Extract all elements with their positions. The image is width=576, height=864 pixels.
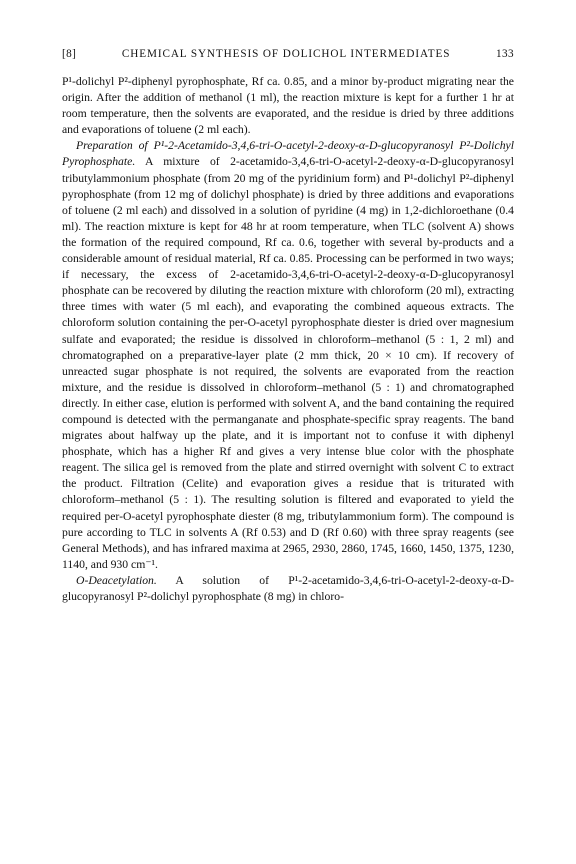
paragraph-continuation: P¹-dolichyl P²-diphenyl pyrophosphate, Rf ca. 0.85, and a minor by-product migrating near the origin. After the addition of methanol (1 ml), the reaction mixture is kept for a further 1 hr at room temperature, then the solvents are evaporated, and the residue is dried by three additions and evaporations of toluene (2 ml each). (62, 75, 514, 137)
body-text (62, 74, 514, 605)
preparation-heading: Preparation of P¹-2-Acetamido-3,4,6-tri-O-acetyl-2-deoxy-α-D-glucopyranosyl P²-Dolichyl Pyrophosphate. (62, 139, 514, 169)
section-number: [8] (62, 48, 77, 60)
running-header (62, 48, 514, 60)
paragraph-deacetylation (62, 573, 514, 605)
chapter-title: CHEMICAL SYNTHESIS OF DOLICHOL INTERMEDIATES (121, 48, 451, 60)
preparation-text: A mixture of 2-acetamido-3,4,6-tri-O-acetyl-2-deoxy-α-D-glucopyranosyl tributylammonium phosphate (from 20 mg of the pyridinium form) and P¹-dolichyl P²-diphenyl pyrophosphate (from 12 mg of dolichyl phosphate) is dried by three additions and evaporations of toluene (2 ml each) and dissolved in a solution of pyridine (4 mg) in 1,2-dichloroethane (0.4 ml). The reaction mixture is kept for 48 hr at room temperature, when TLC (solvent A) shows the formation of the required compound, Rf ca. 0.6, together with several by-products and a considerable amount of residual material, Rf ca. 0.85. Processing can be performed in two ways; if necessary, the excess of 2-acetamido-3,4,6-tri-O-acetyl-2-deoxy-α-D-glucopyranosyl phosphate can be recovered by diluting the reaction mixture with chloroform (20 ml), extracting three times with water (5 ml each), and evaporating the combined aqueous extracts. The chloroform solution containing the per-O-acetyl pyrophosphate diester is dried over magnesium sulfate and evaporated; the residue is dissolved in chloroform–methanol (5 : 1, 2 ml) and chromatographed on a preparative-layer plate (2 mm thick, 20 × 10 cm). If recovery of unreacted sugar phosphate is not required, the solvents are evaporated from the reaction mixture, and the residue is dissolved in chloroform–methanol (5 : 1) and chromatographed directly. In either case, elution is performed with solvent A, and the band containing the required compound is detected with the permanganate and phosphate-specific spray reagents. The band migrates about halfway up the plate, and it is important not to confuse it with diphenyl phosphate, which has a higher Rf and gives a very intense blue color with the phosphate reagent. The silica gel is removed from the plate and stirred overnight with solvent C to extract the product. Filtration (Celite) and evaporation gives a residue that is triturated with chloroform–methanol (5 : 1). The resulting solution is filtered and evaporated to yield the required per-O-acetyl pyrophosphate diester (8 mg, tributylammonium form). The compound is pure according to TLC in solvents A (Rf 0.53) and D (Rf 0.60) with three spray reagents (see General Methods), and has infrared maxima at 2965, 2930, 2860, 1745, 1660, 1450, 1375, 1230, 1140, and 930 cm⁻¹. (62, 155, 514, 571)
deacetylation-heading: O-Deacetylation. (76, 573, 157, 587)
page-number: 133 (496, 48, 514, 60)
paragraph-preparation (62, 138, 514, 573)
document-page (62, 48, 514, 605)
deacetylation-text: A solution of P¹-2-acetamido-3,4,6-tri-O-acetyl-2-deoxy-α-D-glucopyranosyl P²-dolichyl pyrophosphate (8 mg) in chloro- (62, 573, 514, 603)
